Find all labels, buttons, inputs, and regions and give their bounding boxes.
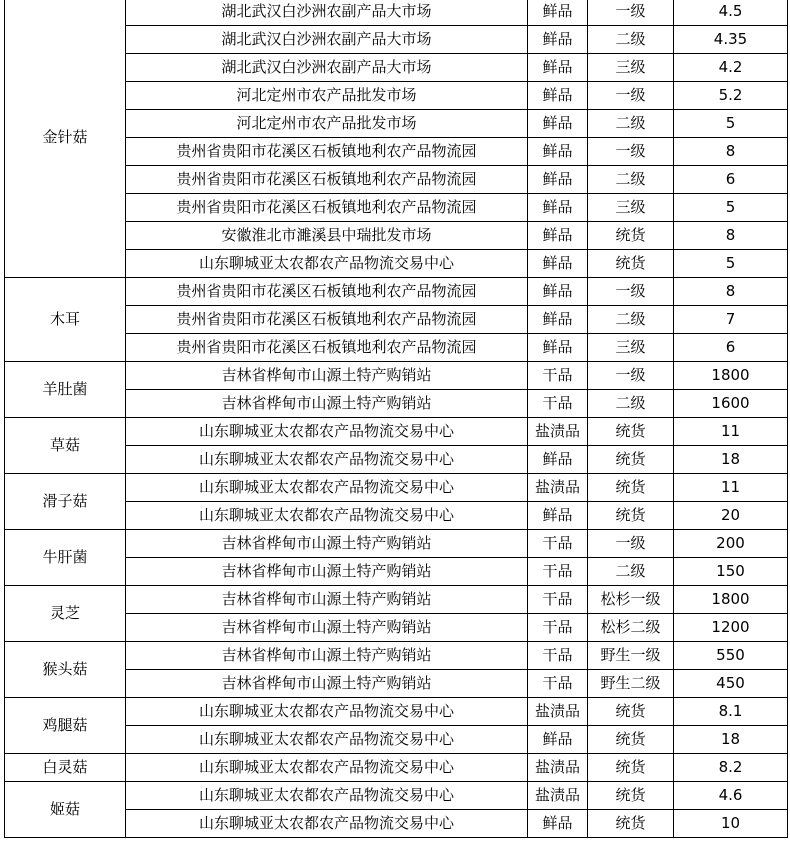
table-row	[5, 530, 788, 558]
market-cell: 河北定州市农产品批发市场	[126, 82, 528, 110]
grade-cell: 统货	[588, 726, 674, 754]
table-row	[5, 0, 788, 26]
grade-cell: 一级	[588, 278, 674, 306]
grade-cell: 一级	[588, 0, 674, 26]
market-cell: 山东聊城亚太农都农产品物流交易中心	[126, 250, 528, 278]
product-name-cell: 猴头菇	[5, 642, 126, 698]
table-body	[5, 0, 788, 838]
market-cell: 湖北武汉白沙洲农副产品大市场	[126, 54, 528, 82]
product-type-cell: 干品	[528, 642, 588, 670]
price-cell: 11	[674, 474, 788, 502]
product-type-cell: 干品	[528, 586, 588, 614]
mushroom-price-table	[4, 0, 788, 838]
grade-cell: 二级	[588, 110, 674, 138]
market-cell: 山东聊城亚太农都农产品物流交易中心	[126, 726, 528, 754]
market-cell: 安徽淮北市濉溪县中瑞批发市场	[126, 222, 528, 250]
product-type-cell: 鲜品	[528, 250, 588, 278]
product-name-cell: 滑子菇	[5, 474, 126, 530]
market-cell: 山东聊城亚太农都农产品物流交易中心	[126, 754, 528, 782]
grade-cell: 统货	[588, 222, 674, 250]
product-type-cell: 鲜品	[528, 138, 588, 166]
price-cell: 5	[674, 194, 788, 222]
market-cell: 贵州省贵阳市花溪区石板镇地利农产品物流园	[126, 166, 528, 194]
market-cell: 贵州省贵阳市花溪区石板镇地利农产品物流园	[126, 306, 528, 334]
market-cell: 贵州省贵阳市花溪区石板镇地利农产品物流园	[126, 138, 528, 166]
price-cell: 8	[674, 138, 788, 166]
product-name-cell: 白灵菇	[5, 754, 126, 782]
market-cell: 湖北武汉白沙洲农副产品大市场	[126, 0, 528, 26]
price-cell: 18	[674, 446, 788, 474]
price-cell: 10	[674, 810, 788, 838]
product-type-cell: 干品	[528, 558, 588, 586]
grade-cell: 统货	[588, 698, 674, 726]
grade-cell: 二级	[588, 306, 674, 334]
table-row	[5, 474, 788, 502]
price-cell: 4.35	[674, 26, 788, 54]
product-type-cell: 干品	[528, 362, 588, 390]
market-cell: 山东聊城亚太农都农产品物流交易中心	[126, 418, 528, 446]
market-cell: 贵州省贵阳市花溪区石板镇地利农产品物流园	[126, 194, 528, 222]
price-cell: 20	[674, 502, 788, 530]
market-cell: 湖北武汉白沙洲农副产品大市场	[126, 26, 528, 54]
product-type-cell: 鲜品	[528, 166, 588, 194]
product-type-cell: 盐渍品	[528, 698, 588, 726]
price-cell: 150	[674, 558, 788, 586]
product-name-cell: 木耳	[5, 278, 126, 362]
price-cell: 6	[674, 334, 788, 362]
product-name-cell: 羊肚菌	[5, 362, 126, 418]
product-type-cell: 鲜品	[528, 278, 588, 306]
grade-cell: 统货	[588, 502, 674, 530]
price-cell: 11	[674, 418, 788, 446]
price-cell: 5	[674, 110, 788, 138]
market-cell: 吉林省桦甸市山源土特产购销站	[126, 390, 528, 418]
product-type-cell: 鲜品	[528, 446, 588, 474]
grade-cell: 松杉一级	[588, 586, 674, 614]
price-cell: 8	[674, 278, 788, 306]
grade-cell: 统货	[588, 782, 674, 810]
product-type-cell: 鲜品	[528, 334, 588, 362]
market-cell: 吉林省桦甸市山源土特产购销站	[126, 558, 528, 586]
market-cell: 山东聊城亚太农都农产品物流交易中心	[126, 446, 528, 474]
table-row	[5, 418, 788, 446]
grade-cell: 野生一级	[588, 642, 674, 670]
product-type-cell: 鲜品	[528, 502, 588, 530]
grade-cell: 统货	[588, 754, 674, 782]
grade-cell: 野生二级	[588, 670, 674, 698]
price-cell: 1800	[674, 362, 788, 390]
product-type-cell: 鲜品	[528, 26, 588, 54]
product-type-cell: 盐渍品	[528, 474, 588, 502]
market-cell: 山东聊城亚太农都农产品物流交易中心	[126, 782, 528, 810]
table-row	[5, 754, 788, 782]
price-cell: 8.2	[674, 754, 788, 782]
product-type-cell: 鲜品	[528, 810, 588, 838]
grade-cell: 一级	[588, 530, 674, 558]
product-name-cell: 灵芝	[5, 586, 126, 642]
table-row	[5, 782, 788, 810]
market-cell: 山东聊城亚太农都农产品物流交易中心	[126, 698, 528, 726]
market-cell: 河北定州市农产品批发市场	[126, 110, 528, 138]
grade-cell: 一级	[588, 138, 674, 166]
grade-cell: 二级	[588, 390, 674, 418]
grade-cell: 二级	[588, 558, 674, 586]
price-cell: 450	[674, 670, 788, 698]
product-type-cell: 干品	[528, 670, 588, 698]
product-type-cell: 盐渍品	[528, 418, 588, 446]
product-type-cell: 干品	[528, 530, 588, 558]
price-cell: 550	[674, 642, 788, 670]
grade-cell: 二级	[588, 166, 674, 194]
market-cell: 吉林省桦甸市山源土特产购销站	[126, 586, 528, 614]
product-type-cell: 鲜品	[528, 194, 588, 222]
product-type-cell: 鲜品	[528, 306, 588, 334]
product-type-cell: 干品	[528, 390, 588, 418]
price-cell: 4.2	[674, 54, 788, 82]
price-cell: 7	[674, 306, 788, 334]
price-cell: 8.1	[674, 698, 788, 726]
table-row	[5, 362, 788, 390]
product-type-cell: 鲜品	[528, 110, 588, 138]
product-type-cell: 鲜品	[528, 54, 588, 82]
product-name-cell: 草菇	[5, 418, 126, 474]
table-row	[5, 698, 788, 726]
grade-cell: 松杉二级	[588, 614, 674, 642]
product-name-cell: 姬菇	[5, 782, 126, 838]
grade-cell: 统货	[588, 810, 674, 838]
product-name-cell: 牛肝菌	[5, 530, 126, 586]
product-type-cell: 盐渍品	[528, 754, 588, 782]
market-cell: 吉林省桦甸市山源土特产购销站	[126, 642, 528, 670]
price-cell: 1600	[674, 390, 788, 418]
grade-cell: 三级	[588, 54, 674, 82]
market-cell: 吉林省桦甸市山源土特产购销站	[126, 362, 528, 390]
price-cell: 1800	[674, 586, 788, 614]
product-type-cell: 鲜品	[528, 726, 588, 754]
market-cell: 山东聊城亚太农都农产品物流交易中心	[126, 810, 528, 838]
market-cell: 贵州省贵阳市花溪区石板镇地利农产品物流园	[126, 278, 528, 306]
price-cell: 200	[674, 530, 788, 558]
grade-cell: 一级	[588, 362, 674, 390]
product-type-cell: 鲜品	[528, 82, 588, 110]
market-cell: 吉林省桦甸市山源土特产购销站	[126, 530, 528, 558]
price-cell: 6	[674, 166, 788, 194]
grade-cell: 统货	[588, 446, 674, 474]
grade-cell: 二级	[588, 26, 674, 54]
market-cell: 山东聊城亚太农都农产品物流交易中心	[126, 502, 528, 530]
product-name-cell: 金针菇	[5, 0, 126, 278]
price-cell: 1200	[674, 614, 788, 642]
market-cell: 山东聊城亚太农都农产品物流交易中心	[126, 474, 528, 502]
market-cell: 贵州省贵阳市花溪区石板镇地利农产品物流园	[126, 334, 528, 362]
price-cell: 4.6	[674, 782, 788, 810]
table-row	[5, 642, 788, 670]
product-type-cell: 盐渍品	[528, 782, 588, 810]
price-cell: 4.5	[674, 0, 788, 26]
grade-cell: 三级	[588, 334, 674, 362]
market-cell: 吉林省桦甸市山源土特产购销站	[126, 614, 528, 642]
grade-cell: 三级	[588, 194, 674, 222]
price-cell: 5.2	[674, 82, 788, 110]
grade-cell: 统货	[588, 418, 674, 446]
table-row	[5, 586, 788, 614]
product-name-cell: 鸡腿菇	[5, 698, 126, 754]
price-cell: 8	[674, 222, 788, 250]
product-type-cell: 干品	[528, 614, 588, 642]
grade-cell: 一级	[588, 82, 674, 110]
product-type-cell: 鲜品	[528, 0, 588, 26]
grade-cell: 统货	[588, 474, 674, 502]
price-cell: 18	[674, 726, 788, 754]
price-cell: 5	[674, 250, 788, 278]
grade-cell: 统货	[588, 250, 674, 278]
table-row	[5, 278, 788, 306]
product-type-cell: 鲜品	[528, 222, 588, 250]
market-cell: 吉林省桦甸市山源土特产购销站	[126, 670, 528, 698]
